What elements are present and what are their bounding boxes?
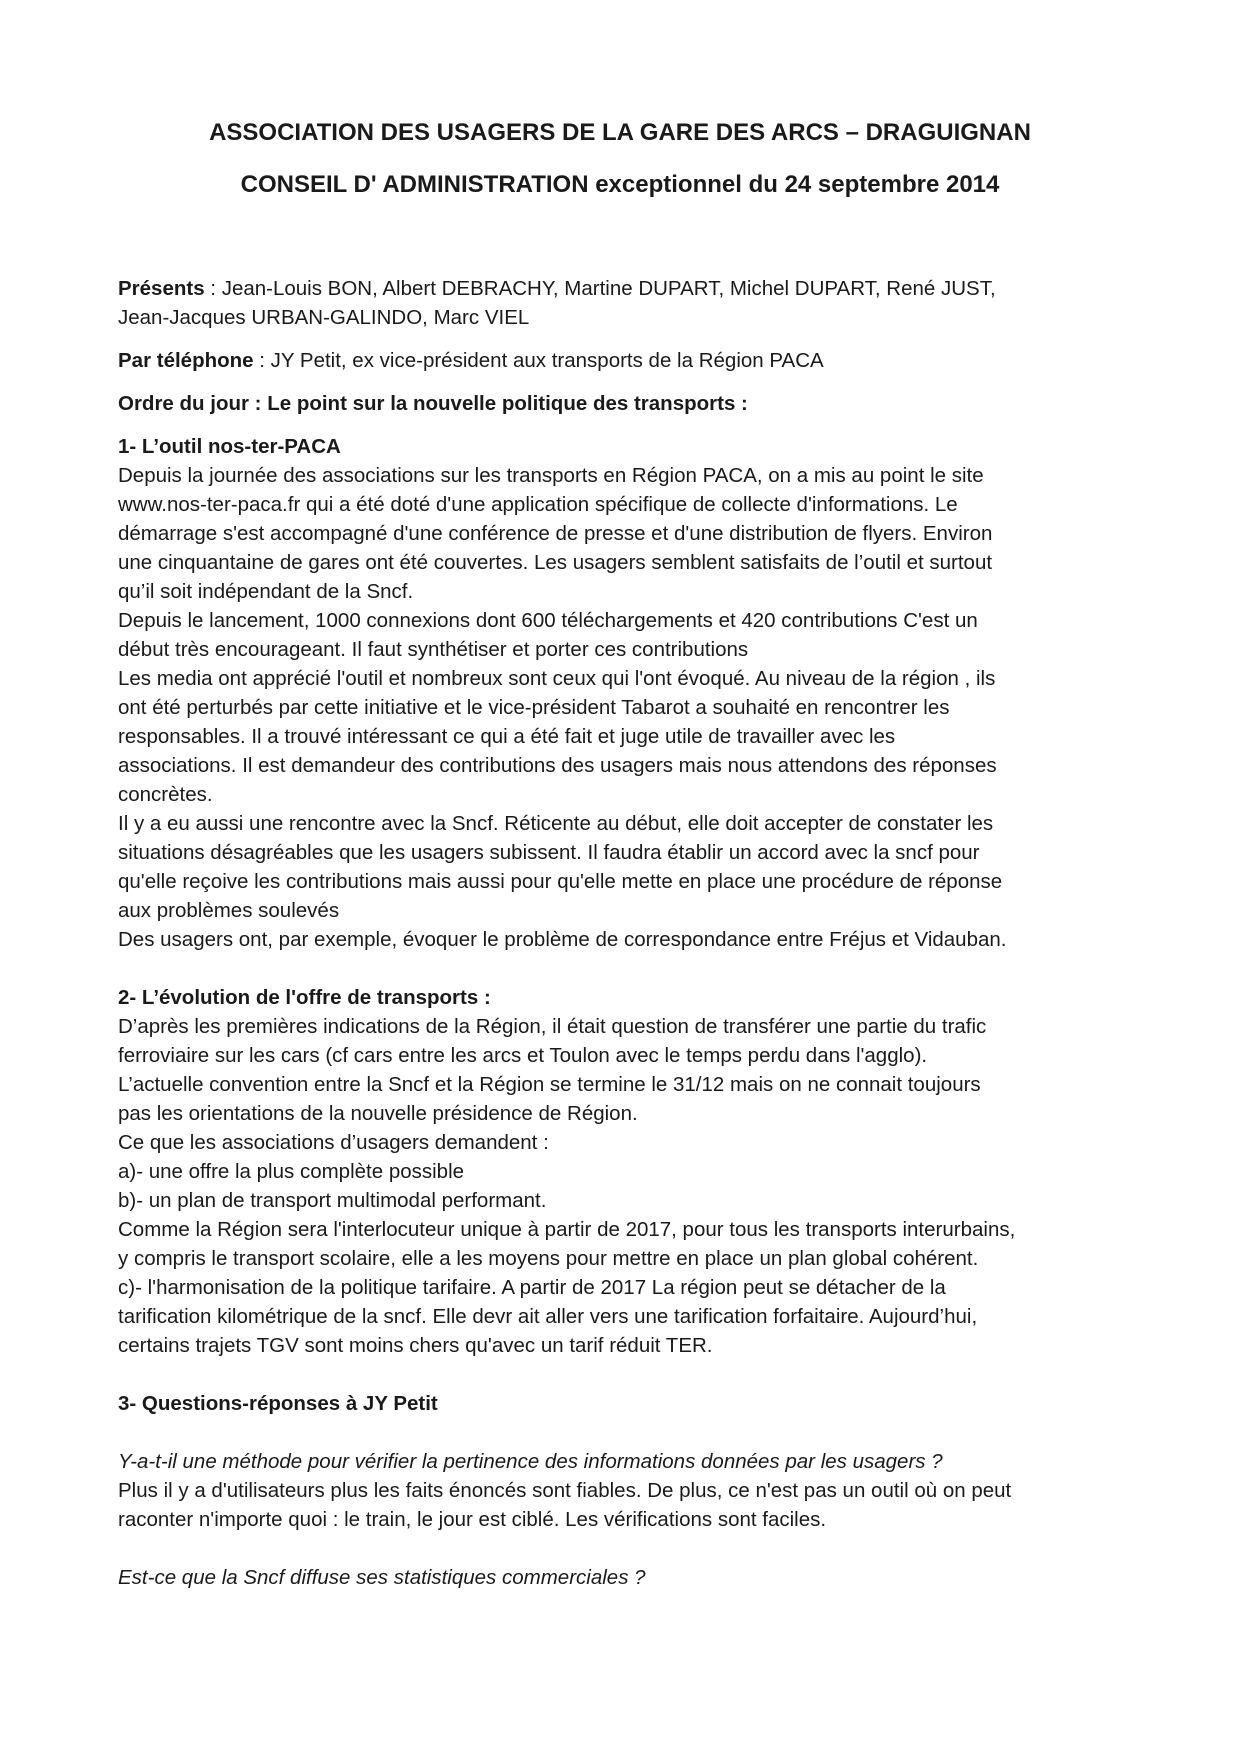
phone-label: Par téléphone (118, 349, 254, 372)
attendees-paragraph (118, 274, 1128, 303)
section-1-line: Il y a eu aussi une rencontre avec la Sncf. Réticente au début, elle doit accepter de constater les (118, 812, 994, 835)
section-1-line: Depuis le lancement, 1000 connexions dont 600 téléchargements et 420 contributions C'est un (118, 609, 978, 632)
section-1-line: début très encourageant. Il faut synthétiser et porter ces contributions (118, 638, 749, 661)
section-2-line: b)- un plan de transport multimodal performant. (118, 1189, 547, 1212)
section-2-heading-text: 2- L’évolution de l'offre de transports : (118, 986, 491, 1009)
section-1-line: aux problèmes soulevés (118, 899, 340, 922)
section-2-line: L’actuelle convention entre la Sncf et la Région se termine le 31/12 mais on ne connait toujours (118, 1073, 981, 1096)
section-1-line: Depuis la journée des associations sur les transports en Région PACA, on a mis au point le site (118, 464, 984, 487)
section-2-line: a)- une offre la plus complète possible (118, 1160, 465, 1183)
document-body (118, 274, 1128, 1592)
section-1-line: associations. Il est demandeur des contributions des usagers mais nous attendons des réponses (118, 754, 997, 777)
phone-paragraph (118, 346, 1128, 375)
section-1-line: Des usagers ont, par exemple, évoquer le problème de correspondance entre Fréjus et Vidauban. (118, 928, 1007, 951)
agenda-text: Ordre du jour : Le point sur la nouvelle politique des transports : (118, 392, 748, 415)
section-3-heading (118, 1389, 1128, 1418)
section-1-line: www.nos-ter-paca.fr qui a été doté d'une application spécifique de collecte d'informations. Le (118, 493, 958, 516)
answer-1-line: Plus il y a d'utilisateurs plus les faits énoncés sont fiables. De plus, ce n'est pas un outil où on peut (118, 1479, 1012, 1502)
phone-text: : JY Petit, ex vice-président aux transports de la Région PACA (253, 349, 824, 372)
document-title: ASSOCIATION DES USAGERS DE LA GARE DES ARCS – DRAGUIGNAN (209, 119, 1031, 146)
section-1-line: démarrage s'est accompagné d'une conférence de presse et d'une distribution de flyers. Environ (118, 522, 993, 545)
attendees-label: Présents (118, 277, 205, 300)
section-3-heading-text: 3- Questions-réponses à JY Petit (118, 1392, 438, 1415)
section-2-line: ferroviaire sur les cars (cf cars entre les arcs et Toulon avec le temps perdu dans l'agglo). (118, 1044, 928, 1067)
section-1-heading (118, 432, 1128, 461)
section-1-line: ont été perturbés par cette initiative et le vice-président Tabarot a souhaité en rencontrer les (118, 696, 950, 719)
attendees-line-2: Jean-Jacques URBAN-GALINDO, Marc VIEL (118, 306, 530, 329)
section-1-line: situations désagréables que les usagers subissent. Il faudra établir un accord avec la sncf pour (118, 841, 980, 864)
section-2-line: y compris le transport scolaire, elle a les moyens pour mettre en place un plan global cohérent. (118, 1247, 979, 1270)
answer-1-line: raconter n'importe quoi : le train, le jour est ciblé. Les vérifications sont faciles. (118, 1508, 827, 1531)
section-2-line: c)- l'harmonisation de la politique tarifaire. A partir de 2017 La région peut se détacher de la (118, 1276, 946, 1299)
section-2-line: pas les orientations de la nouvelle présidence de Région. (118, 1102, 638, 1125)
agenda-heading (118, 389, 1128, 418)
section-1-line: qu’il soit indépendant de la Sncf. (118, 580, 414, 603)
section-1-heading-text: 1- L’outil nos-ter-PACA (118, 435, 341, 458)
question-1: Y-a-t-il une méthode pour vérifier la pertinence des informations données par les usagers ? (118, 1450, 943, 1473)
section-1-line: responsables. Il a trouvé intéressant ce qui a été fait et juge utile de travailler avec les (118, 725, 896, 748)
section-1-line: Les media ont apprécié l'outil et nombreux sont ceux qui l'ont évoqué. Au niveau de la région , ils (118, 667, 996, 690)
section-2-line: Comme la Région sera l'interlocuteur unique à partir de 2017, pour tous les transports interurbains, (118, 1218, 1016, 1241)
document-subtitle: CONSEIL D' ADMINISTRATION exceptionnel du 24 septembre 2014 (240, 171, 1000, 198)
section-1-line: qu'elle reçoive les contributions mais aussi pour qu'elle mette en place une procédure de réponse (118, 870, 1003, 893)
section-1-line: une cinquantaine de gares ont été couvertes. Les usagers semblent satisfaits de l’outil et surtout (118, 551, 993, 574)
attendees-text: : Jean-Louis BON, Albert DEBRACHY, Martine DUPART, Michel DUPART, René JUST, (204, 277, 996, 300)
section-2-line: tarification kilométrique de la sncf. Elle devr ait aller vers une tarification forfaitaire. Aujourd’hui, (118, 1305, 978, 1328)
question-2: Est-ce que la Sncf diffuse ses statistiques commerciales ? (118, 1566, 646, 1589)
section-2-heading (118, 983, 1128, 1012)
section-1-line: concrètes. (118, 783, 213, 806)
section-2-line: Ce que les associations d’usagers demandent : (118, 1131, 549, 1154)
section-2-line: D’après les premières indications de la Région, il était question de transférer une partie du trafic (118, 1015, 987, 1038)
section-2-line: certains trajets TGV sont moins chers qu'avec un tarif réduit TER. (118, 1334, 713, 1357)
